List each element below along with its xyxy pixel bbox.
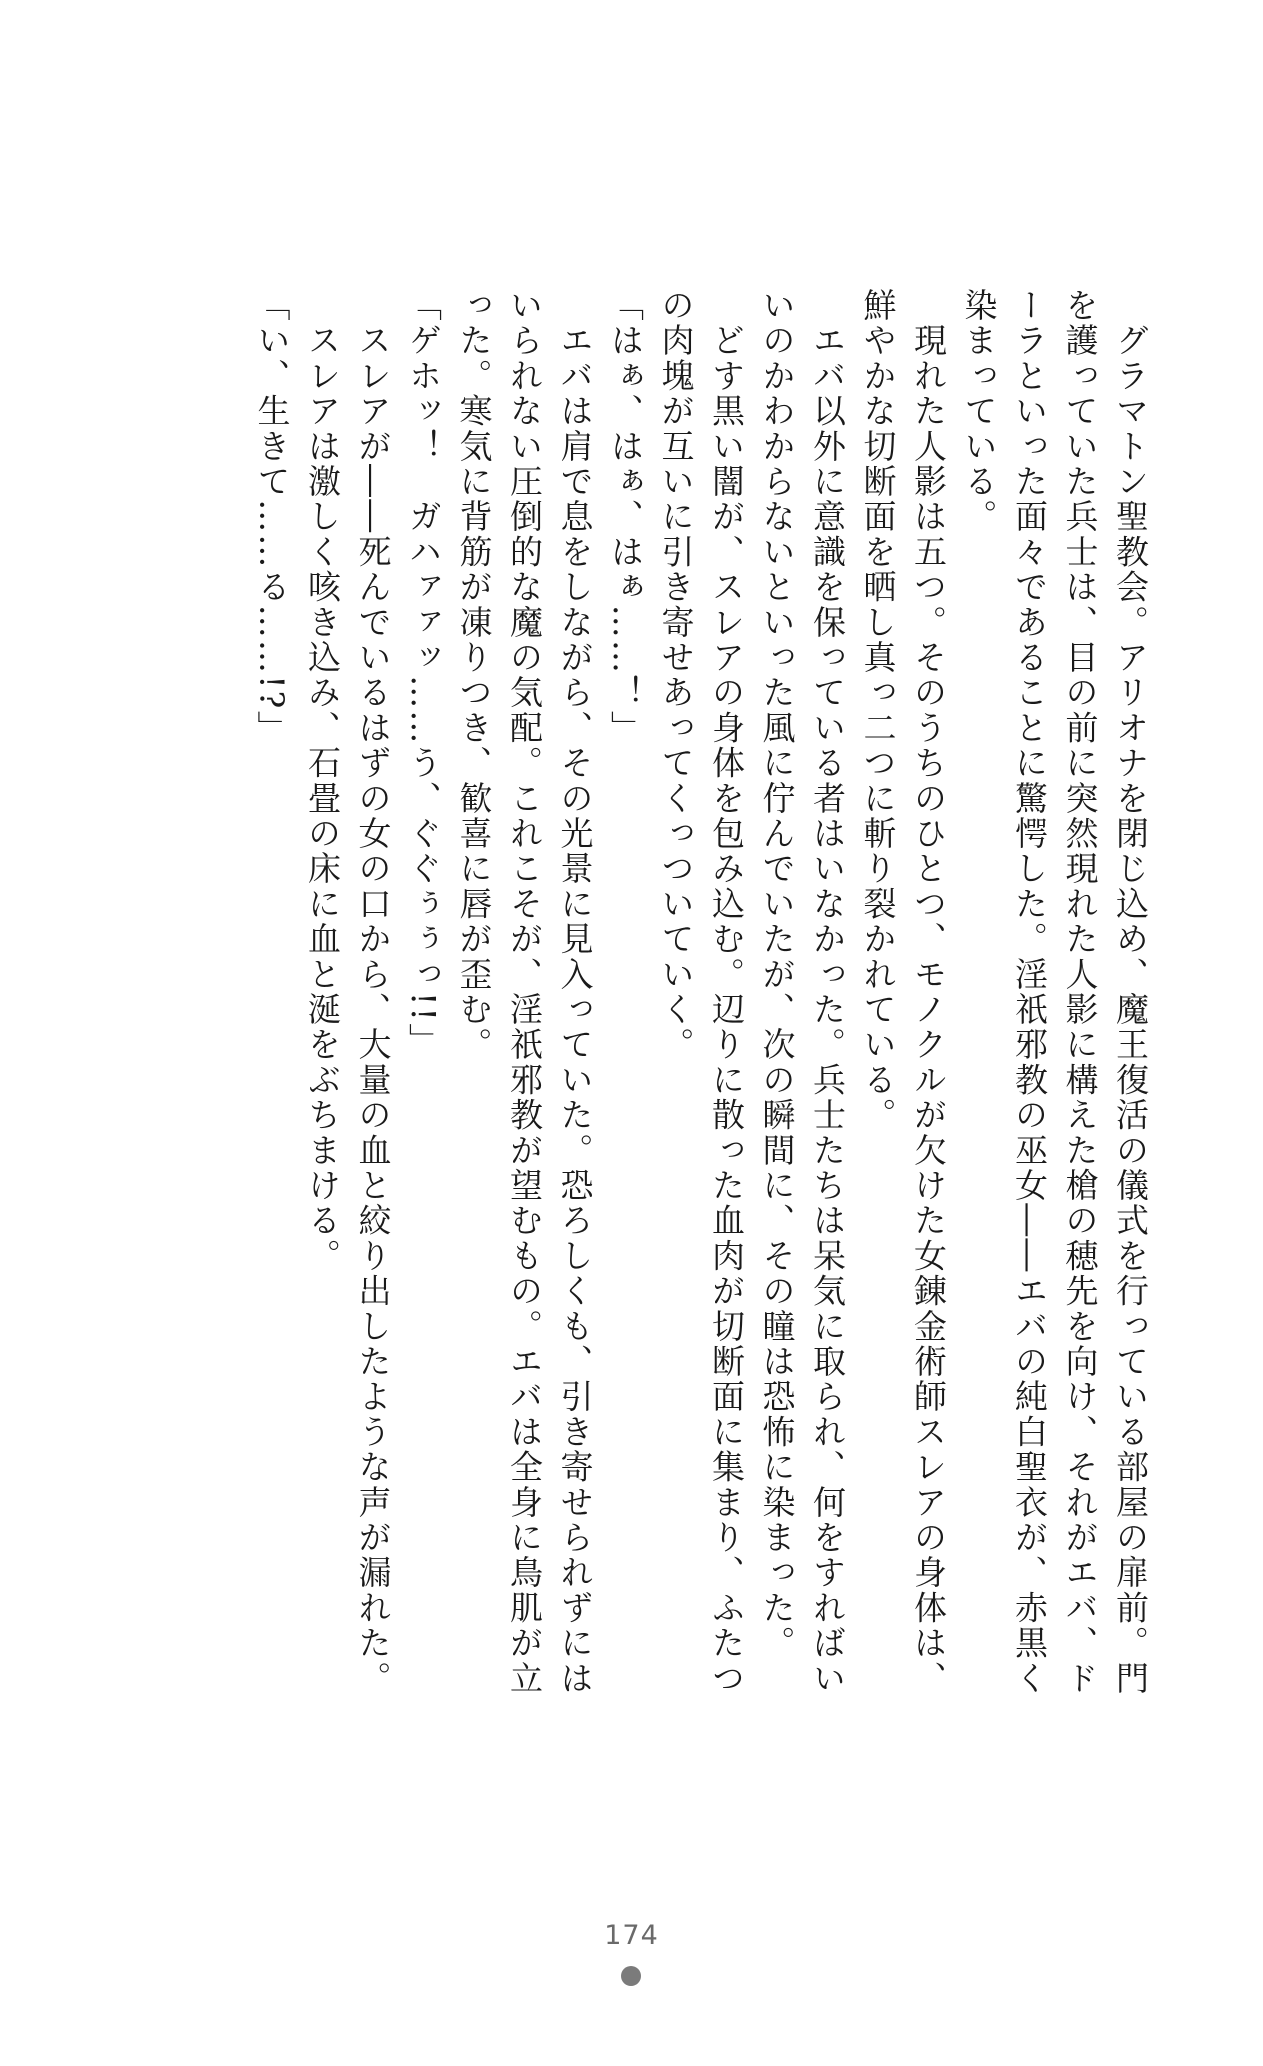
- text-line: エバは肩で息をしながら、その光景に見入っていた。恐ろしくも、引き寄せられずには: [555, 288, 595, 1696]
- text-line: エバ以外に意識を保っている者はいなかった。兵士たちは呆気に取られ、何をすればい: [808, 288, 847, 1696]
- text-line: 「はぁ、はぁ、はぁ……！」: [606, 288, 645, 746]
- text-line: ーラといった面々であることに驚愕した。淫祇邪教の巫女――エバの純白聖衣が、赤黒く: [1010, 288, 1049, 1696]
- text-line: グラマトン聖教会。アリオナを閉じ込め、魔王復活の儀式を行っている部屋の扉前。門: [1111, 288, 1150, 1696]
- vertical-text-body: [95, 288, 1155, 1778]
- page-marker-dot: [621, 1966, 641, 1986]
- text-line: スレアは激しく咳き込み、石畳の床に血と涎をぶちまける。: [303, 288, 342, 1274]
- text-line: を護っていた兵士は、目の前に突然現れた人影に構えた槍の穂先を向け、それがエバ、ド: [1060, 288, 1100, 1696]
- text-line: の肉塊が互いに引き寄せあってくっついていく。: [656, 288, 696, 1063]
- text-line: 染まっている。: [959, 288, 999, 535]
- text-line: 「い、生きて……る……!?」: [252, 288, 292, 746]
- page-number: 174: [604, 1920, 659, 1951]
- text-line: どす黒い闇が、スレアの身体を包み込む。辺りに散った血肉が切断面に集まり、ふたつ: [707, 288, 746, 1696]
- text-line: いのかわからないといった風に佇んでいたが、次の瞬間に、その瞳は恐怖に染まった。: [757, 288, 797, 1661]
- text-line: いられない圧倒的な魔の気配。これこそが、淫祇邪教が望むもの。エバは全身に鳥肌が立: [505, 288, 544, 1696]
- text-line: スレアが――死んでいるはずの女の口から、大量の血と絞り出したような声が漏れた。: [353, 288, 393, 1696]
- text-line: 鮮やかな切断面を晒し真っ二つに斬り裂かれている。: [858, 288, 898, 1133]
- text-line: 現れた人影は五つ。そのうちのひとつ、モノクルが欠けた女錬金術師スレアの身体は、: [909, 288, 948, 1696]
- text-line: 「ゲホッ！ ガハァァッ……う、ぐぐぅぅっ!!」: [404, 288, 443, 1059]
- text-line: った。寒気に背筋が凍りつき、歓喜に唇が歪む。: [454, 288, 494, 1063]
